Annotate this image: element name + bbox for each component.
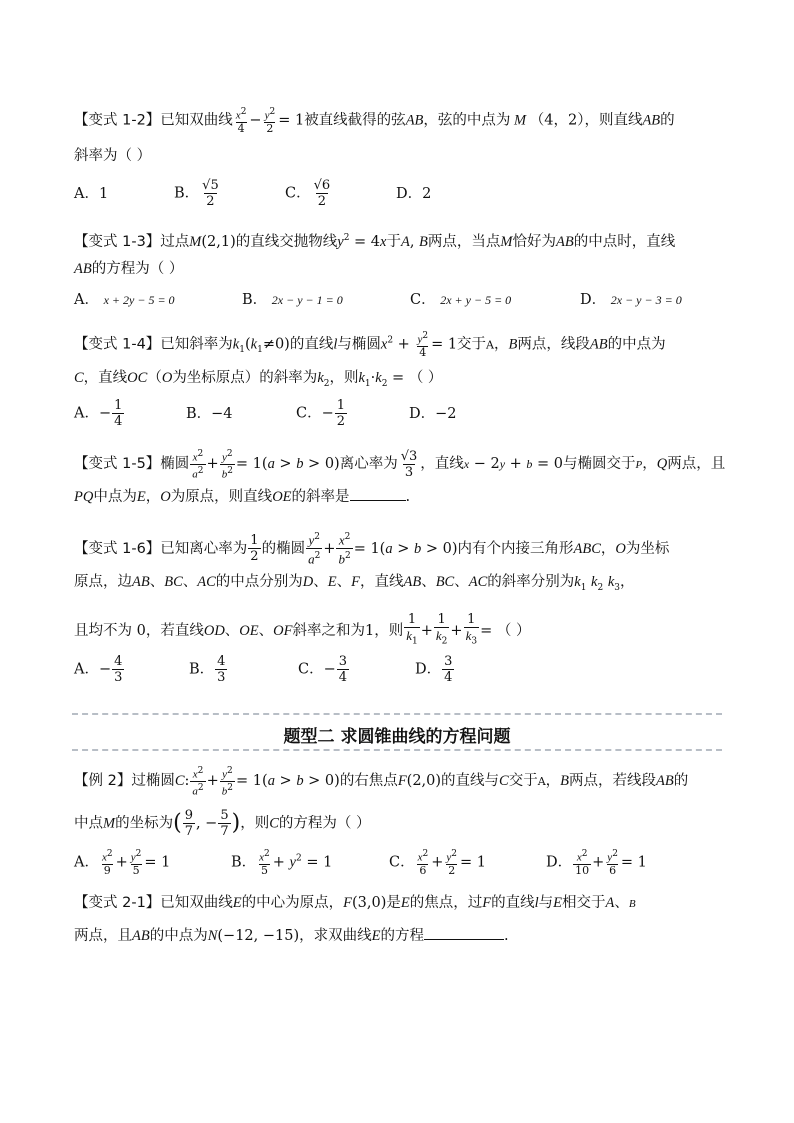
text: A．	[74, 854, 99, 871]
text: 已知斜率为	[160, 336, 233, 353]
text: 的方程为（ ）	[278, 815, 371, 832]
problem-label: 【例 2】	[74, 773, 132, 790]
text: ，直线	[420, 456, 464, 473]
text: 已知双曲线	[160, 895, 233, 911]
option-c[interactable]	[410, 290, 511, 310]
text: 的直线交抛物线	[235, 233, 338, 250]
text: ，直线	[359, 574, 404, 590]
fraction-y2-over-a2: $\frac{y^2}{a^2}$	[308, 532, 321, 567]
text: 两点，当点	[427, 233, 501, 250]
text: ，	[600, 540, 616, 557]
problem-1-6-options	[74, 654, 734, 690]
text: B．	[174, 185, 200, 202]
fraction-sqrt3-over-3: $\frac{√3}{3}$	[400, 448, 418, 480]
problem-1-4-line-1: 【变式 1-4】已知斜率为$k_1(k_1\ne 0)$的直线l与椭圆$x^2$ + $\frac{y^2}{4}$ = 1交于A，B两点，线段AB的中点为	[74, 331, 666, 359]
text: 的斜率分别为	[487, 574, 575, 590]
text: C．	[285, 185, 311, 202]
text: 过点	[160, 233, 190, 250]
text: 的方程为（ ）	[91, 261, 184, 277]
option-b[interactable]	[242, 290, 343, 310]
option-b[interactable]: B． $\frac{4}{3}$	[189, 654, 226, 685]
text: B．	[231, 854, 257, 871]
option-c[interactable]: C．− $\frac{1}{2}$	[296, 398, 346, 429]
text: 与椭圆	[337, 336, 381, 353]
text: 的直线	[491, 895, 535, 911]
text: B．	[189, 661, 215, 678]
text: D．	[415, 661, 442, 678]
equation: 2x + y − 5 = 0	[440, 293, 512, 307]
text: （	[147, 370, 162, 386]
text: 斜率之和为	[292, 622, 365, 639]
option-c[interactable]: C． $\frac{x^2}{6}$ + $\frac{y^2}{2}$ = 1	[389, 849, 486, 877]
text: 的焦点，过	[409, 895, 483, 911]
answer-blank[interactable]	[424, 925, 504, 940]
text: 两点，若线段	[569, 773, 657, 790]
problem-1-4-line-2: C，直线OC（O为坐标原点）的斜率为$k_2$，则$k_1\cdot k_2$ = （ ）	[74, 370, 443, 389]
text: （4，2），则直线	[529, 112, 643, 129]
text: 恰好为	[512, 233, 556, 250]
text: 的直线与	[441, 773, 500, 790]
text: 交于	[508, 773, 538, 790]
section-divider-top	[72, 713, 722, 715]
option-b[interactable]: B． $\frac{√5}{2}$	[174, 178, 219, 209]
fraction-y2-over-2: $\frac{y^2}{2}$	[264, 107, 276, 135]
equation: 2x − y − 3 = 0	[610, 293, 682, 307]
text: ，求双曲线	[299, 928, 372, 944]
text: 两点，且	[74, 928, 132, 944]
example-2-line-2: 中点M的坐标为( $\frac{9}{7}$ , − $\frac{5}{7}$ )，则C的方程为（ ）	[74, 808, 371, 839]
fraction-y2-over-4: $\frac{y^2}{4}$	[417, 331, 429, 359]
text: （ ）	[496, 622, 531, 639]
text: 斜率为（ ）	[74, 148, 152, 164]
problem-1-6-line-1: 【变式 1-6】已知离心率为 $\frac{1}{2}$ 的椭圆 $\frac{y^2}{a^2}$ + $\frac{x^2}{b^2}$ = 1(a > b > 0)内有个内接三角形ABC，O为坐标	[74, 532, 670, 567]
text: 的直线	[289, 336, 334, 353]
problem-label: 【变式 1-2】	[74, 112, 161, 129]
text: ，弦的中点为	[423, 112, 511, 129]
text: 于	[386, 233, 401, 250]
text: ，则	[329, 370, 359, 386]
fraction-x2-over-a2: $\frac{x^2}{a^2}$	[192, 449, 204, 481]
text: 的中点为	[149, 928, 208, 944]
problem-1-6-line-2: 原点，边AB、BC、AC的中点分别为D、E、F，直线AB、BC、AC的斜率分别为$k_1$ $k_2$ $k_3$，	[74, 574, 635, 593]
fraction-y2-over-b2: $\frac{y^2}{b^2}$	[221, 766, 234, 798]
text: 交于	[457, 336, 487, 353]
option-d[interactable]: D． $\frac{x^2}{10}$ + $\frac{y^2}{6}$ = 1	[546, 849, 647, 877]
text: 相交于	[562, 895, 606, 911]
example-2-options	[74, 849, 734, 882]
text: 的斜率是	[291, 489, 350, 505]
text: 是	[386, 895, 401, 911]
text: 的中点分别为	[215, 574, 303, 590]
text: 的中心为原点，	[241, 895, 344, 911]
option-c[interactable]: C．− $\frac{3}{4}$	[298, 654, 348, 685]
text: A．	[74, 292, 99, 308]
option-a[interactable]: A．1	[74, 186, 109, 202]
problem-1-2-line-2	[74, 146, 151, 166]
text: 的中点时，直线	[573, 233, 676, 250]
problem-label: 【变式 2-1】	[74, 895, 161, 911]
problem-label: 【变式 1-5】	[74, 456, 161, 473]
problem-1-3-options	[74, 290, 734, 314]
option-d[interactable]: D． $\frac{3}{4}$	[415, 654, 453, 685]
option-c[interactable]: C． $\frac{√6}{2}$	[285, 178, 331, 209]
text: 已知双曲线	[160, 112, 233, 129]
option-a[interactable]: A．− $\frac{1}{4}$	[74, 398, 123, 429]
text: 为坐标	[625, 540, 670, 557]
option-a[interactable]: A． $\frac{x^2}{9}$ + $\frac{y^2}{5}$ = 1	[74, 849, 171, 877]
text: 两点，线段	[517, 336, 590, 353]
text: A．	[74, 661, 99, 678]
equation: 2x − y − 1 = 0	[271, 293, 343, 307]
text: 为坐标原点）的斜率为	[172, 370, 318, 386]
text: 为原点，则直线	[170, 489, 273, 505]
text: 两点，且	[667, 456, 726, 473]
text: ，则	[374, 622, 404, 639]
problem-1-2-line-1: 【变式 1-2】已知双曲线 $\frac{x^2}{4}$ − $\frac{y^2}{2}$ = 1被直线截得的弦AB，弦的中点为 M （4，2），则直线AB的	[74, 107, 675, 135]
text: 过椭圆	[131, 773, 175, 790]
problem-label: 【变式 1-6】	[74, 540, 161, 557]
problem-2-1-line-1: 【变式 2-1】已知双曲线E的中心为原点，F(3,0)是E的焦点，过F的直线l与E相交于A、B	[74, 895, 636, 911]
text: B．	[242, 292, 268, 308]
option-a[interactable]	[74, 290, 175, 310]
text: ，则	[240, 815, 270, 832]
option-b[interactable]: B．−4	[186, 406, 233, 422]
text: D．	[580, 292, 607, 308]
fraction-x2-over-b2: $\frac{x^2}{b^2}$	[338, 532, 351, 567]
text: 被直线截得的弦	[304, 112, 406, 129]
option-d[interactable]: D．−2	[409, 406, 457, 422]
text: 中点	[74, 815, 103, 832]
text: D．	[546, 854, 573, 871]
equation: x + 2y − 5 = 0	[103, 293, 175, 307]
fraction-x2-over-4: $\frac{x^2}{4}$	[235, 107, 247, 135]
text: 已知离心率为	[160, 540, 248, 557]
fraction-1-over-2: $\frac{1}{2}$	[250, 533, 259, 565]
text: A．	[74, 405, 99, 422]
fraction-x2-over-a2: $\frac{x^2}{a^2}$	[192, 766, 204, 798]
section-title: 题型二 求圆锥曲线的方程问题	[283, 727, 511, 747]
text: .	[503, 928, 509, 944]
text: 的椭圆	[261, 540, 306, 557]
text: C．	[389, 854, 415, 871]
answer-blank[interactable]	[350, 486, 406, 501]
section-divider-bottom	[72, 749, 722, 751]
problem-1-6-line-3: 且均不为 0，若直线OD、OE、OF斜率之和为1，则 $\frac{1}{k_1}$ + $\frac{1}{k_2}$ + $\frac{1}{k_3}$ = （ ）	[74, 612, 530, 650]
text: 的坐标为	[115, 815, 174, 832]
text: 椭圆	[160, 456, 190, 473]
problem-2-1-line-2: 两点，且AB的中点为N(−12, −15)，求双曲线E的方程 .	[74, 925, 509, 946]
problem-label: 【变式 1-4】	[74, 336, 161, 353]
text: 的	[673, 773, 689, 790]
problem-1-2-options	[74, 178, 734, 214]
text: 原点，边	[74, 574, 132, 590]
problem-1-3-line-1: 【变式 1-3】过点M(2,1)的直线交抛物线$y^2 = 4x$于A, B两点，当点M恰好为AB的中点时，直线	[74, 233, 676, 250]
text: 的中点为	[607, 336, 666, 353]
text: ，直线	[83, 370, 128, 386]
option-a[interactable]: A．− $\frac{4}{3}$	[74, 654, 123, 685]
text: 中点为	[93, 489, 137, 505]
option-b[interactable]: B． $\frac{x^2}{5}$ + $y^2 = 1$	[231, 849, 333, 877]
text: 与椭圆交于	[562, 456, 636, 473]
problem-1-5-line-2: PQ中点为E，O为原点，则直线OE的斜率是 .	[74, 486, 410, 507]
text: 且均不为 0，若直线	[74, 622, 204, 639]
fraction-y2-over-b2: $\frac{y^2}{b^2}$	[221, 449, 233, 481]
option-d[interactable]: D．2	[396, 186, 432, 202]
text: 的	[660, 112, 675, 129]
text: C．	[296, 405, 322, 422]
text: 的方程	[380, 928, 424, 944]
problem-1-4-options	[74, 398, 734, 434]
problem-1-3-line-2: AB的方程为（ ）	[74, 261, 184, 277]
text: ，	[145, 489, 161, 505]
text: （ ）	[408, 370, 443, 386]
text: 离心率为	[339, 456, 398, 473]
problem-1-5-line-1: 【变式 1-5】椭圆 $\frac{x^2}{a^2}$ + $\frac{y^2}{b^2}$ = 1(a > b > 0)离心率为 $\frac{√3}{3}$ ，直线x − 2y + b = 0与椭圆交于P，Q两点，且	[74, 448, 726, 481]
text: 与	[538, 895, 554, 911]
example-2-line-1: 【例 2】过椭圆C: $\frac{x^2}{a^2}$ + $\frac{y^2}{b^2}$ = 1(a > b > 0)的右焦点F(2,0)的直线与C交于A，B两点，若线段AB的	[74, 766, 689, 798]
text: .	[405, 489, 411, 505]
problem-label: 【变式 1-3】	[74, 233, 161, 250]
text: C．	[298, 661, 324, 678]
option-d[interactable]	[580, 290, 682, 310]
text: 内有个内接三角形	[457, 540, 574, 557]
text: 的右焦点	[339, 773, 398, 790]
text: C．	[410, 292, 436, 308]
